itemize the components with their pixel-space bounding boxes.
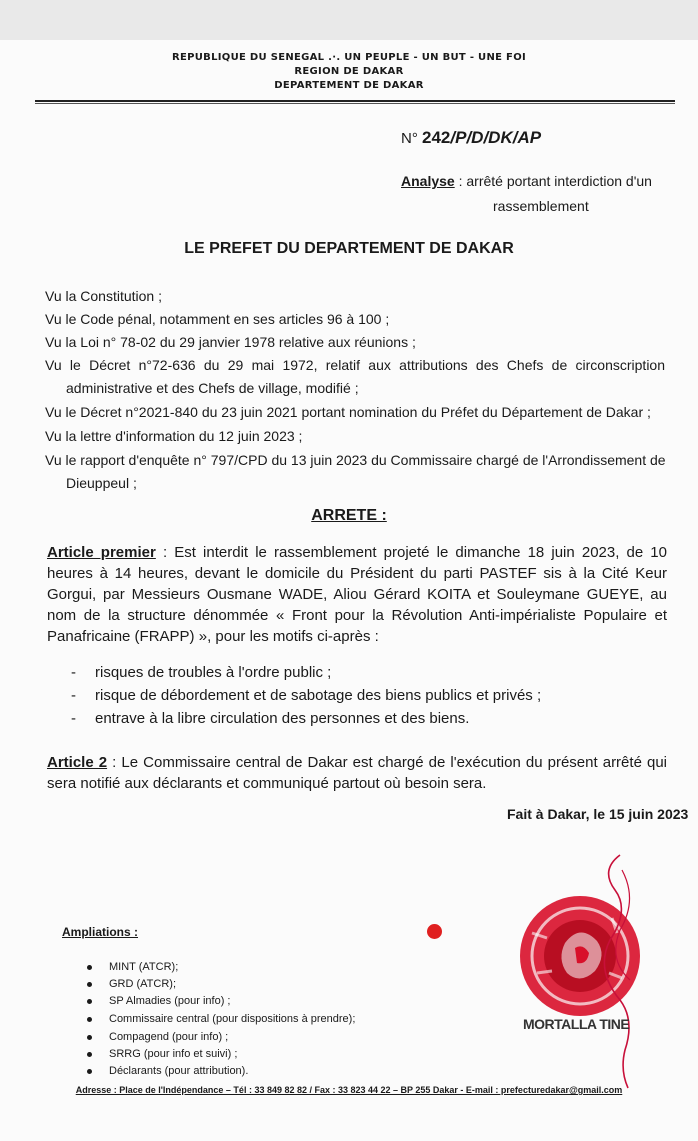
article-2 bbox=[47, 752, 667, 794]
motif-dash: - bbox=[71, 687, 76, 704]
considerant: Vu le rapport d'enquête n° 797/CPD du 13 juin 2023 du Commissaire chargé de l'Arrondissement de bbox=[45, 452, 666, 468]
place-date: Fait à Dakar, le 15 juin 2023 bbox=[507, 806, 689, 822]
bullet-icon bbox=[87, 1052, 92, 1057]
bullet-icon bbox=[87, 1035, 92, 1040]
signatory-name: MORTALLA TINE bbox=[523, 1016, 630, 1032]
bullet-icon bbox=[87, 1017, 92, 1022]
arrete-heading bbox=[0, 507, 698, 525]
motif-dash: - bbox=[71, 710, 76, 727]
bullet-icon bbox=[87, 1069, 92, 1074]
bullet-icon bbox=[87, 982, 92, 987]
prefet-title: LE PREFET DU DEPARTEMENT DE DAKAR bbox=[184, 240, 514, 257]
reference-prefix: N° bbox=[401, 130, 418, 147]
motif-dash: - bbox=[71, 664, 76, 681]
article-premier-text: : Est interdit le rassemblement projeté le dimanche 18 juin 2023, de 10 heures à 14 heures, devant le domicile du Président du parti PASTEF sis à la Cité Keur Gorgui, par Messieurs Ousmane WADE, Aliou Gérard KOITA et Souleymane GUEYE, au nom de la structure dénommée « Front pour la Révolution Anti-impérialiste Populaire et Panafricaine (FRAPP) », pour les motifs ci-après : bbox=[47, 544, 667, 645]
handwritten-signature bbox=[590, 850, 650, 1090]
considerant: Vu le Code pénal, notamment en ses articles 96 à 100 ; bbox=[45, 311, 390, 327]
ampliations-label bbox=[62, 925, 138, 939]
reference-value: 242 bbox=[422, 128, 451, 147]
header-rule-thin bbox=[35, 103, 675, 104]
analyse-text: : arrêté portant interdiction d'un bbox=[454, 173, 652, 189]
article-premier-label: Article premier bbox=[47, 544, 156, 561]
footer-address-text: Adresse : Place de l'Indépendance – Tél : 33 849 82 82 / Fax : 33 823 44 22 – BP 255 Dakar - E-mail : prefecturedakar@gmail.com bbox=[75, 1085, 623, 1095]
footer-address bbox=[0, 1085, 698, 1095]
motif-item: risque de débordement et de sabotage des biens publics et privés ; bbox=[95, 687, 542, 704]
reference-suffix: /P/D/DK/AP bbox=[450, 128, 542, 147]
article-2-text: : Le Commissaire central de Dakar est chargé de l'exécution du présent arrêté qui sera notifié aux déclarants et communiqué partout où besoin sera. bbox=[47, 754, 667, 792]
considerant: Vu le Décret n°2021-840 du 23 juin 2021 portant nomination du Préfet du Département de Dakar ; bbox=[45, 404, 651, 420]
header-republic: REPUBLIQUE DU SENEGAL .·. UN PEUPLE - UN BUT - UNE FOI bbox=[171, 52, 527, 63]
analyse-line bbox=[401, 173, 652, 189]
bullet-icon bbox=[87, 965, 92, 970]
considerant-continued: Dieuppeul ; bbox=[66, 475, 137, 491]
arrete-heading-text: ARRETE : bbox=[311, 507, 387, 524]
red-dot-mark bbox=[427, 924, 442, 939]
ampliations-label-text: Ampliations : bbox=[62, 925, 139, 939]
motif-item: risques de troubles à l'ordre public ; bbox=[95, 664, 332, 681]
considerant: Vu le Décret n°72-636 du 29 mai 1972, relatif aux attributions des Chefs de circonscription bbox=[45, 357, 665, 373]
article-premier bbox=[47, 542, 667, 647]
header-department: DEPARTEMENT DE DAKAR bbox=[274, 80, 424, 91]
article-2-label: Article 2 bbox=[47, 754, 108, 771]
document-viewport: REPUBLIQUE DU SENEGAL .·. UN PEUPLE - UN BUT - UNE FOI REGION DE DAKAR DEPARTEMENT DE DAKAR N° 242/P/D/DK/AP Analyse : arrêté portant interdiction d'un rassemblement LE PREFET DU DEPARTEMENT DE DAKAR Vu la Constitution ; Vu le Code pénal, notamment en ses articles 96 à 100 ; Vu la Loi n° 78-02 du 29 janvier 1978 relative aux réunions ; Vu le Décret n°72-636 du 29 mai 1972, relatif aux attributions des Chefs de circonscription administrative et des Chefs de village, modifié ; Vu le Décret n°2021-840 du 23 juin 2021 portant nomination du Préfet du Département de Dakar ; Vu la lettre d'information du 12 juin 2023 ; Vu le rapport d'enquête n° 797/CPD du 13 juin 2023 du Commissaire chargé de l'Arrondissement de Dieuppeul ; ARRETE : Article premier : Est interdit le rassemblement projeté le dimanche 18 juin 2023, de 10 heures à 14 heures, devant le domicile du Président du parti PASTEF sis à la Cité Keur Gorgui, par Messieurs Ousmane WADE, Aliou Gérard KOITA et Souleymane GUEYE, au nom de la structure dénommée « Front pour la Révolution Anti-impérialiste Populaire et Panafricaine (FRAPP) », pour les motifs ci-après : - risques de troubles à l'ordre public ; - risque de débordement et de sabotage des biens publics et privés ; - entrave à la libre circulation des personnes et des biens. Article 2 : Le Commissaire central de Dakar est chargé de l'exécution du présent arrêté qui sera notifié aux déclarants et communiqué partout où besoin sera. Fait à Dakar, le 15 juin 2023 MORTALLA TINE Ampliations : MINT (ATCR); GRD (ATCR); SP Almadies (pour info) ; Commissaire central (pour dispositions à prendre); Compagend (pour info) ; SRRG (pour info et suivi) ; Déclarants (pour attribution). Adresse : Place de l'Indépendance – Tél : 33 849 82 82 / Fax : 33 823 44 22 – BP 255 Dakar - E-mail : prefecturedakar@gmail.com bbox=[0, 0, 698, 1141]
header-region: REGION DE DAKAR bbox=[294, 66, 404, 77]
considerant: Vu la Loi n° 78-02 du 29 janvier 1978 relative aux réunions ; bbox=[45, 334, 416, 350]
considerant-continued: administrative et des Chefs de village, modifié ; bbox=[66, 380, 359, 396]
analyse-text-continued: rassemblement bbox=[493, 198, 589, 214]
bullet-icon bbox=[87, 999, 92, 1004]
considerant: Vu la Constitution ; bbox=[45, 288, 162, 304]
analyse-label: Analyse bbox=[401, 173, 455, 189]
considerant: Vu la lettre d'information du 12 juin 2023 ; bbox=[45, 428, 303, 444]
header-rule bbox=[35, 100, 675, 102]
motif-item: entrave à la libre circulation des personnes et des biens. bbox=[95, 710, 470, 727]
reference-number bbox=[401, 128, 541, 148]
